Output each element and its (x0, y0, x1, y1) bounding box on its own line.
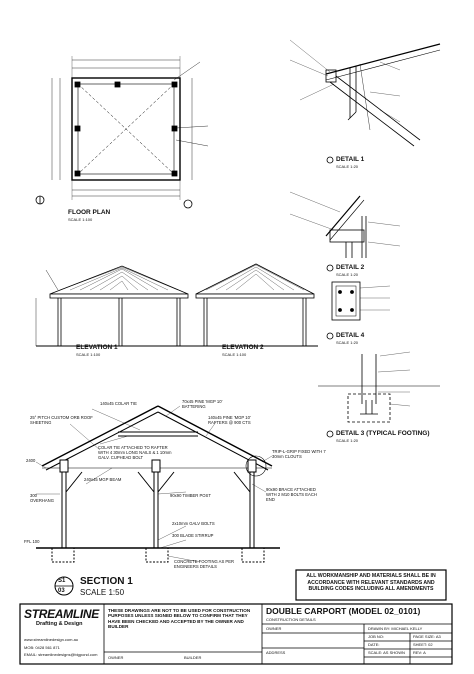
section-label-battering: 70x45 PINE 'MGP 10' BATTERING (182, 399, 223, 409)
elevation-1-drawing (36, 266, 196, 346)
detail-3-scale: SCALE 1:20 (336, 438, 359, 443)
notice-text: ALL WORKMANSHIP AND MATERIALS SHALL BE IN ACCORDANCE WITH RELEVANT STANDARDS AND BUILDING CODES INCLUDING ALL AMENDMENTS (306, 573, 436, 592)
sheet-field: SHEET: 02 (413, 642, 433, 647)
owner-field: OWNER (266, 626, 282, 631)
detail-1-drawing (290, 40, 440, 163)
detail-1-scale: SCALE 1:20 (336, 164, 359, 169)
elevation-2-title: ELEVATION 2 (222, 344, 264, 351)
section-label-beam: 240x45 MGP BEAM (84, 477, 122, 482)
section-label-trip-l-grip: TRIP-L-GRIP FIXED WITH 7 30mm CLOUTS (272, 449, 326, 459)
section-title: SECTION 1 (80, 576, 133, 587)
section-tag-top: S1 (58, 578, 66, 584)
section-label-galv-bolts: 2x10mm GALV BOLTS (172, 521, 215, 526)
elevation-2-drawing (196, 264, 318, 346)
disclaimer-text: THESE DRAWINGS ARE NOT TO BE USED FOR CONSTRUCTION PURPOSES UNLESS SIGNED BELOW TO CONFIRM THAT THEY HAVE BEEN CHECKED AND ACCEPTED BY THE OWNER AND BUILDER (108, 608, 251, 629)
detail-2-title: DETAIL 2 (336, 264, 365, 271)
elevation-2-scale: SCALE 1:100 (222, 352, 247, 357)
company-mob: MOB: 0428 561 871 (24, 645, 60, 650)
section-label-level: 2400 (26, 458, 36, 463)
address-field: ADDRESS (266, 650, 286, 655)
project-title: DOUBLE CARPORT (MODEL 02_0101) (266, 606, 421, 616)
drawn-by-field: DRAWN BY: MICHAEL KELLY (368, 626, 423, 631)
company-email: EMAIL: streamlinedesigns@bigpond.com (24, 652, 98, 657)
section-label-overhang: 300 OVERHANG (30, 493, 54, 503)
builder-signature-label: BUILDER (184, 655, 202, 660)
detail-3-title: DETAIL 3 (TYPICAL FOOTING) (336, 430, 430, 437)
elevation-1-scale: SCALE 1:100 (76, 352, 101, 357)
detail-4-drawing (327, 282, 390, 339)
company-website: www.streamlinedesign.com.au (24, 637, 79, 642)
section-label-brace: 90x90 BRACE ATTACHED WITH 2 M10 BOLTS EACH END (266, 487, 317, 502)
section-label-ffl: FFL 100 (24, 539, 40, 544)
section-label-roof-sheeting: 25° PITCH CUSTOM ORB ROOF SHEETING (30, 415, 93, 425)
detail-1-title: DETAIL 1 (336, 156, 365, 163)
section-label-timber-post: 90x90 TIMBER POST (170, 493, 211, 498)
detail-3-drawing (318, 352, 440, 437)
section-tag-bottom: 03 (58, 588, 65, 594)
detail-2-scale: SCALE 1:20 (336, 272, 359, 277)
section-label-colar-tie-attached: COLAR TIE ATTACHED TO RAFTER WITH 4 30mm LONG NAILS & 1 10mm GALV. CUPHEAD BOLT (98, 445, 172, 460)
elevation-1-title: ELEVATION 1 (76, 344, 118, 351)
floor-plan-scale: SCALE 1:100 (68, 217, 93, 222)
rev-field: REV: A (413, 650, 426, 655)
date-field: DATE: (368, 642, 380, 647)
section-label-rafters: 140x45 PINE 'MGP 10' RAFTERS @ 900 CTS (208, 415, 251, 425)
detail-4-title: DETAIL 4 (336, 332, 365, 339)
floor-plan-drawing (36, 56, 208, 208)
company-logo: STREAMLINE (24, 607, 100, 621)
owner-signature-label: OWNER (108, 655, 124, 660)
detail-4-scale: SCALE 1:20 (336, 340, 359, 345)
job-no-field: JOB NO: (368, 634, 385, 639)
detail-2-drawing (290, 192, 400, 271)
scale-field: SCALE: AS SHOWN (368, 650, 405, 655)
page-size-field: PAGE SIZE: A3 (413, 634, 441, 639)
floor-plan-title: FLOOR PLAN (68, 209, 111, 216)
company-subtitle: Drafting & Design (36, 621, 83, 627)
section-label-stirrup: 300 BLADE STIRRUP (172, 533, 214, 538)
section-label-footing: CONCRETE FOOTING AS PER ENGINEERS DETAILS (174, 559, 235, 569)
section-scale: SCALE 1:50 (80, 588, 125, 597)
section-label-colar-tie: 140x45 COLAR TIE (100, 401, 137, 406)
sheet-description: CONSTRUCTION DETAILS (266, 617, 316, 622)
